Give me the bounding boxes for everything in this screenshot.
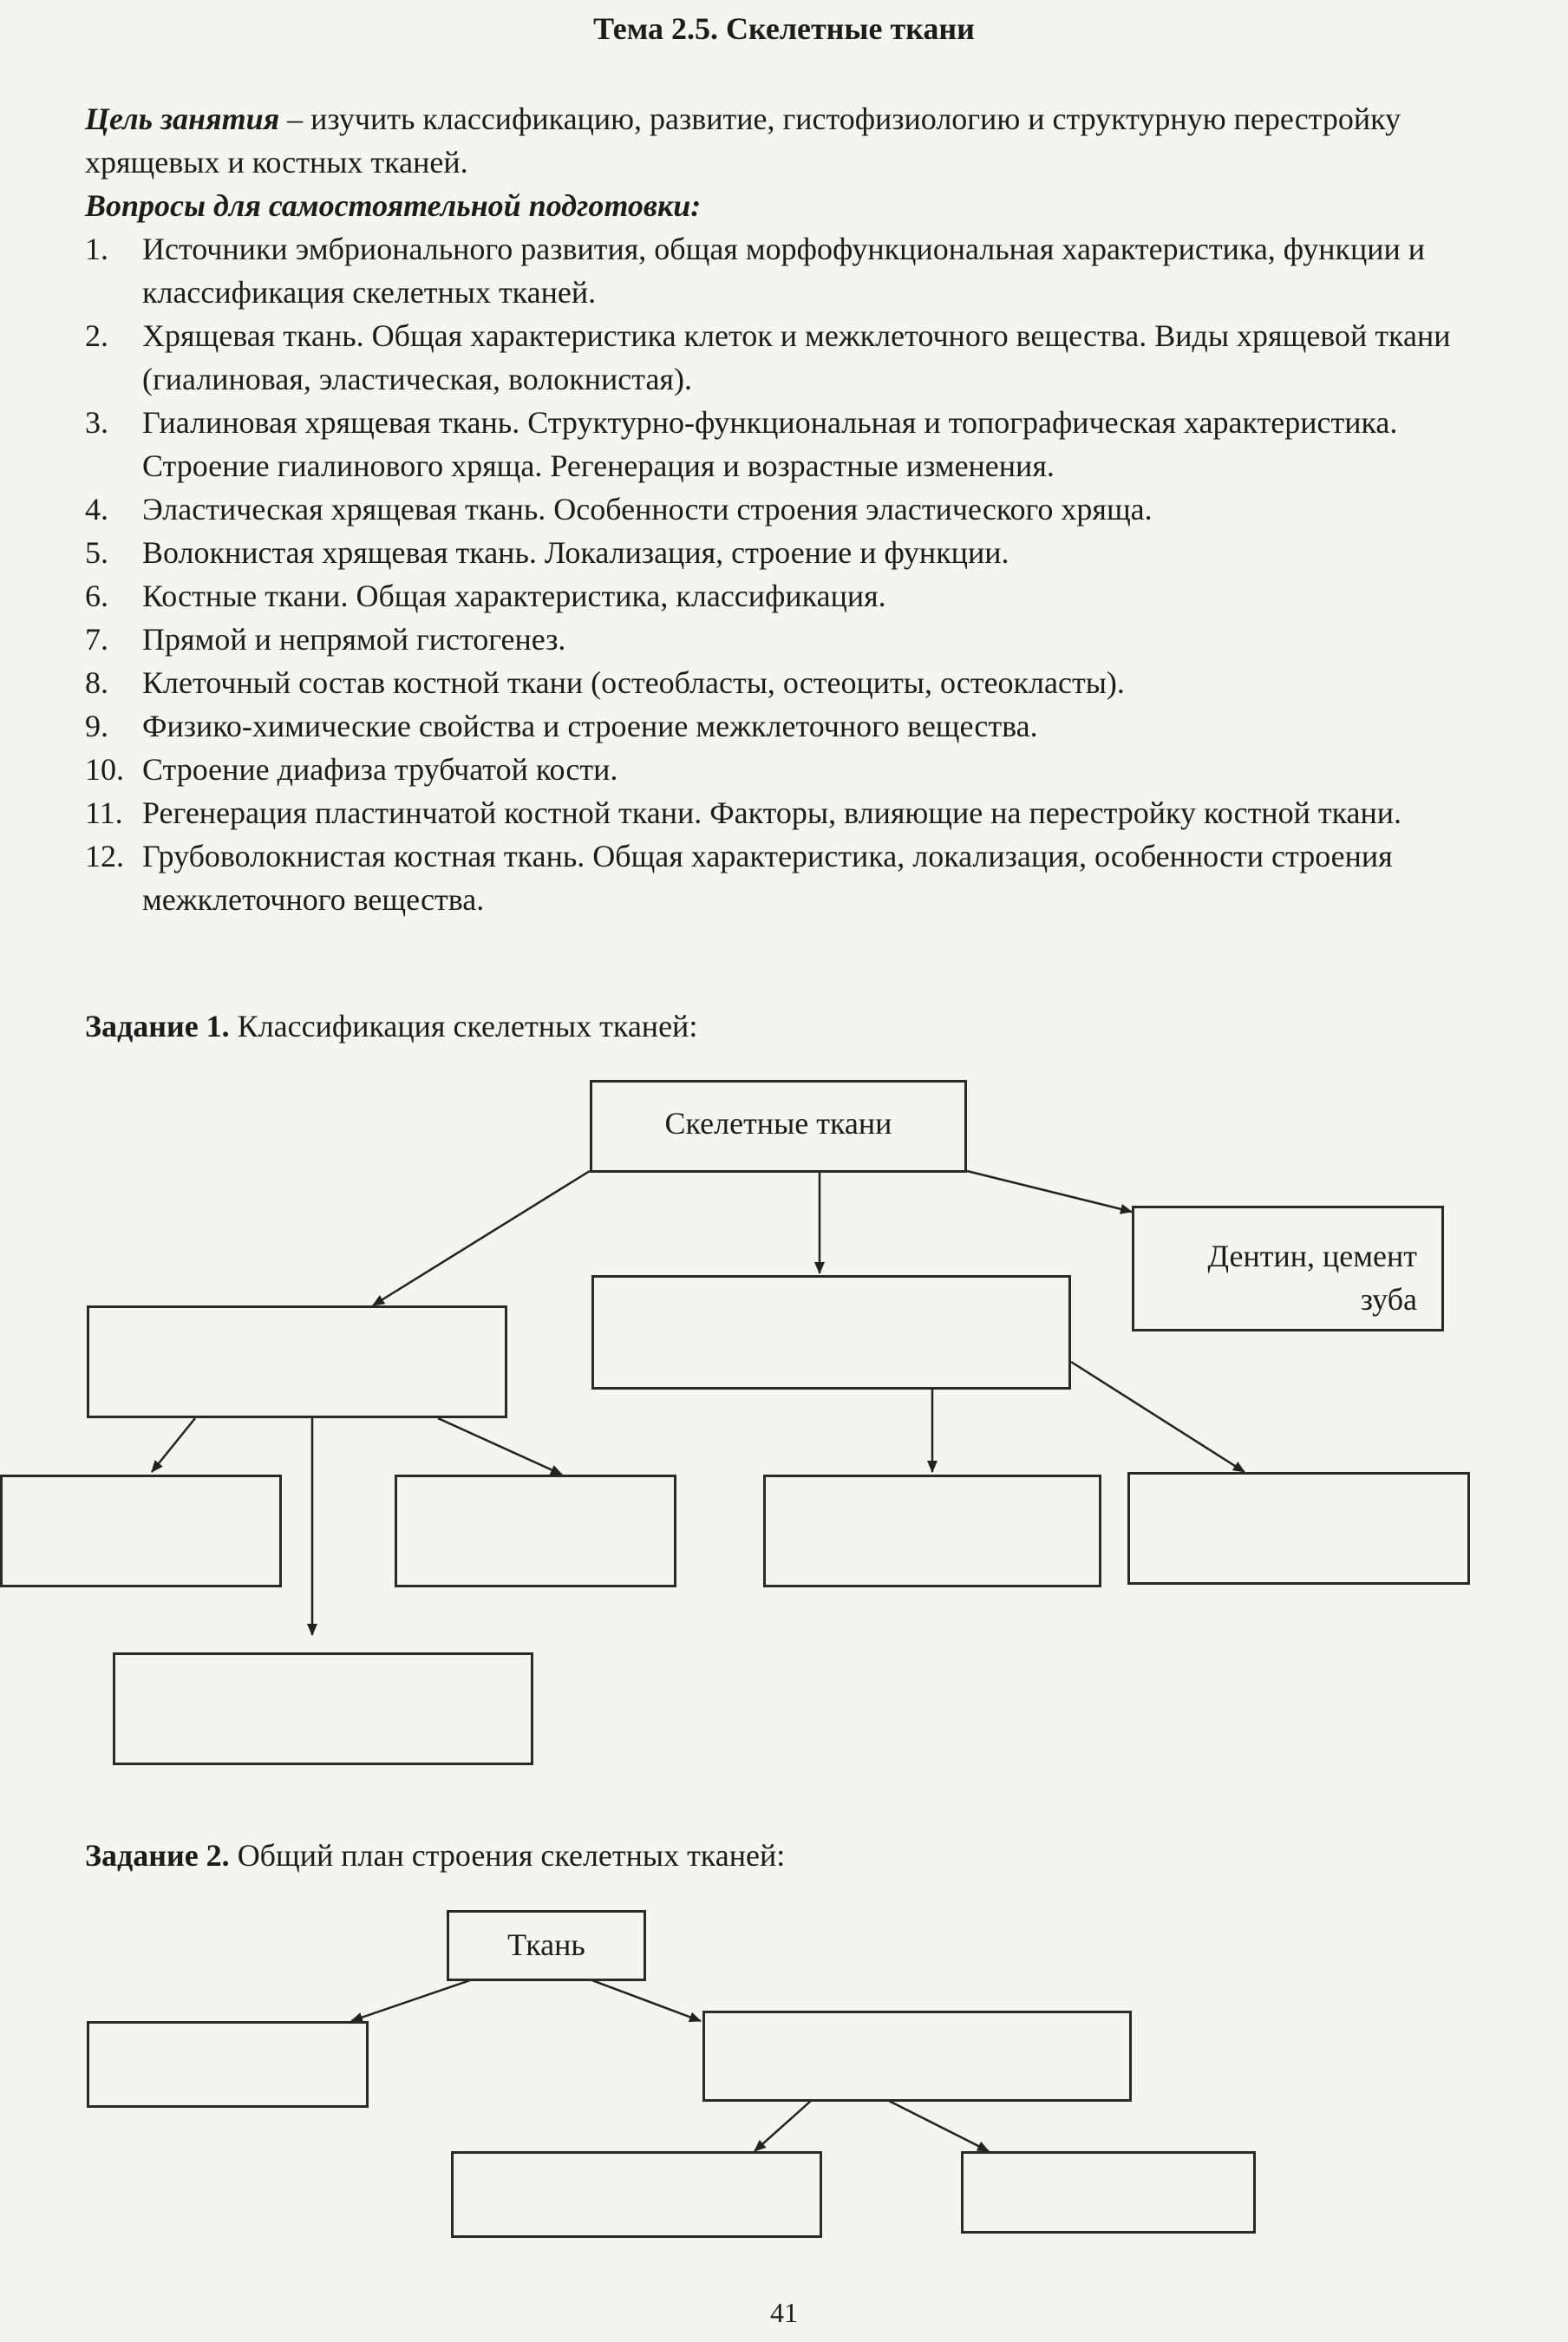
blank-box[interactable] bbox=[961, 2151, 1256, 2234]
question-text: Прямой и непрямой гистогенез. bbox=[142, 622, 566, 657]
question-number: 2. bbox=[85, 318, 108, 353]
question-text: Грубоволокнистая костная ткань. Общая характеристика, локализация, особенности строения межклеточного вещества. bbox=[142, 839, 1393, 917]
tissue-label: Ткань bbox=[507, 1927, 585, 1962]
arrow bbox=[438, 1418, 562, 1475]
question-text: Источники эмбрионального развития, общая морфофункциональная характеристика, функции и классификация скелетных тканей. bbox=[142, 232, 1426, 310]
blank-box[interactable] bbox=[0, 1475, 282, 1587]
task2-label: Задание 2. bbox=[85, 1838, 230, 1873]
question-number: 9. bbox=[85, 709, 108, 743]
question-text: Клеточный состав костной ткани (остеобласты, остеоциты, остеокласты). bbox=[142, 665, 1125, 700]
question-text: Строение диафиза трубчатой кости. bbox=[142, 752, 618, 787]
goal-text: – изучить классификацию, развитие, гистофизиологию и структурную перестройку хрящевых и костных тканей. bbox=[85, 101, 1401, 180]
task2-heading bbox=[85, 1837, 785, 1874]
dentin-cement-label: Дентин, цемент зуба bbox=[1207, 1239, 1417, 1317]
tissue-box bbox=[447, 1910, 646, 1981]
question-number: 1. bbox=[85, 232, 108, 266]
blank-box[interactable] bbox=[87, 1305, 507, 1418]
blank-box[interactable] bbox=[763, 1475, 1101, 1587]
dentin-cement-box bbox=[1132, 1206, 1444, 1331]
question-text: Эластическая хрящевая ткань. Особенности строения эластического хряща. bbox=[142, 492, 1153, 527]
questions-header: Вопросы для самостоятельной подготовки: bbox=[85, 188, 702, 223]
blank-box[interactable] bbox=[87, 2021, 369, 2108]
question-text: Физико-химические свойства и строение межклеточного вещества. bbox=[142, 709, 1038, 743]
question-number: 8. bbox=[85, 665, 108, 700]
arrow bbox=[755, 2101, 811, 2151]
arrow bbox=[152, 1418, 195, 1472]
question-text: Регенерация пластинчатой костной ткани. Факторы, влияющие на перестройку костной ткани. bbox=[142, 795, 1402, 830]
blank-box[interactable] bbox=[113, 1652, 533, 1765]
arrow bbox=[889, 2101, 989, 2151]
page-number: 41 bbox=[770, 2297, 798, 2328]
question-text: Хрящевая ткань. Общая характеристика клеток и межклеточного вещества. Виды хрящевой ткани (гиалиновая, эластическая, волокнистая). bbox=[142, 318, 1451, 396]
question-number: 7. bbox=[85, 622, 108, 657]
blank-box[interactable] bbox=[1127, 1472, 1470, 1585]
arrow bbox=[373, 1171, 590, 1305]
question-number: 3. bbox=[85, 405, 108, 440]
question-number: 11. bbox=[85, 795, 123, 830]
question-number: 12. bbox=[85, 839, 124, 873]
task1-text: Классификация скелетных тканей: bbox=[229, 1009, 698, 1043]
question-number: 5. bbox=[85, 535, 108, 570]
task2-text: Общий план строения скелетных тканей: bbox=[229, 1838, 786, 1873]
task1-label: Задание 1. bbox=[85, 1009, 230, 1043]
question-number: 10. bbox=[85, 752, 124, 787]
arrow bbox=[967, 1171, 1132, 1212]
goal-label: Цель занятия bbox=[85, 101, 280, 136]
blank-box[interactable] bbox=[395, 1475, 676, 1587]
question-text: Костные ткани. Общая характеристика, классификация. bbox=[142, 579, 886, 613]
skeletal-tissues-box bbox=[590, 1080, 967, 1173]
arrow bbox=[590, 1979, 701, 2021]
question-text: Гиалиновая хрящевая ткань. Структурно-функциональная и топографическая характеристика. Строение гиалинового хряща. Регенерация и возрастные изменения. bbox=[142, 405, 1398, 483]
blank-box[interactable] bbox=[591, 1275, 1071, 1390]
skeletal-tissues-label: Скелетные ткани bbox=[664, 1106, 892, 1141]
question-number: 4. bbox=[85, 492, 108, 527]
arrow bbox=[351, 1979, 473, 2021]
question-number: 6. bbox=[85, 579, 108, 613]
blank-box[interactable] bbox=[451, 2151, 822, 2238]
arrow bbox=[1071, 1362, 1245, 1472]
blank-box[interactable] bbox=[702, 2011, 1132, 2102]
page-title: Тема 2.5. Скелетные ткани bbox=[593, 11, 975, 46]
question-text: Волокнистая хрящевая ткань. Локализация, строение и функции. bbox=[142, 535, 1009, 570]
